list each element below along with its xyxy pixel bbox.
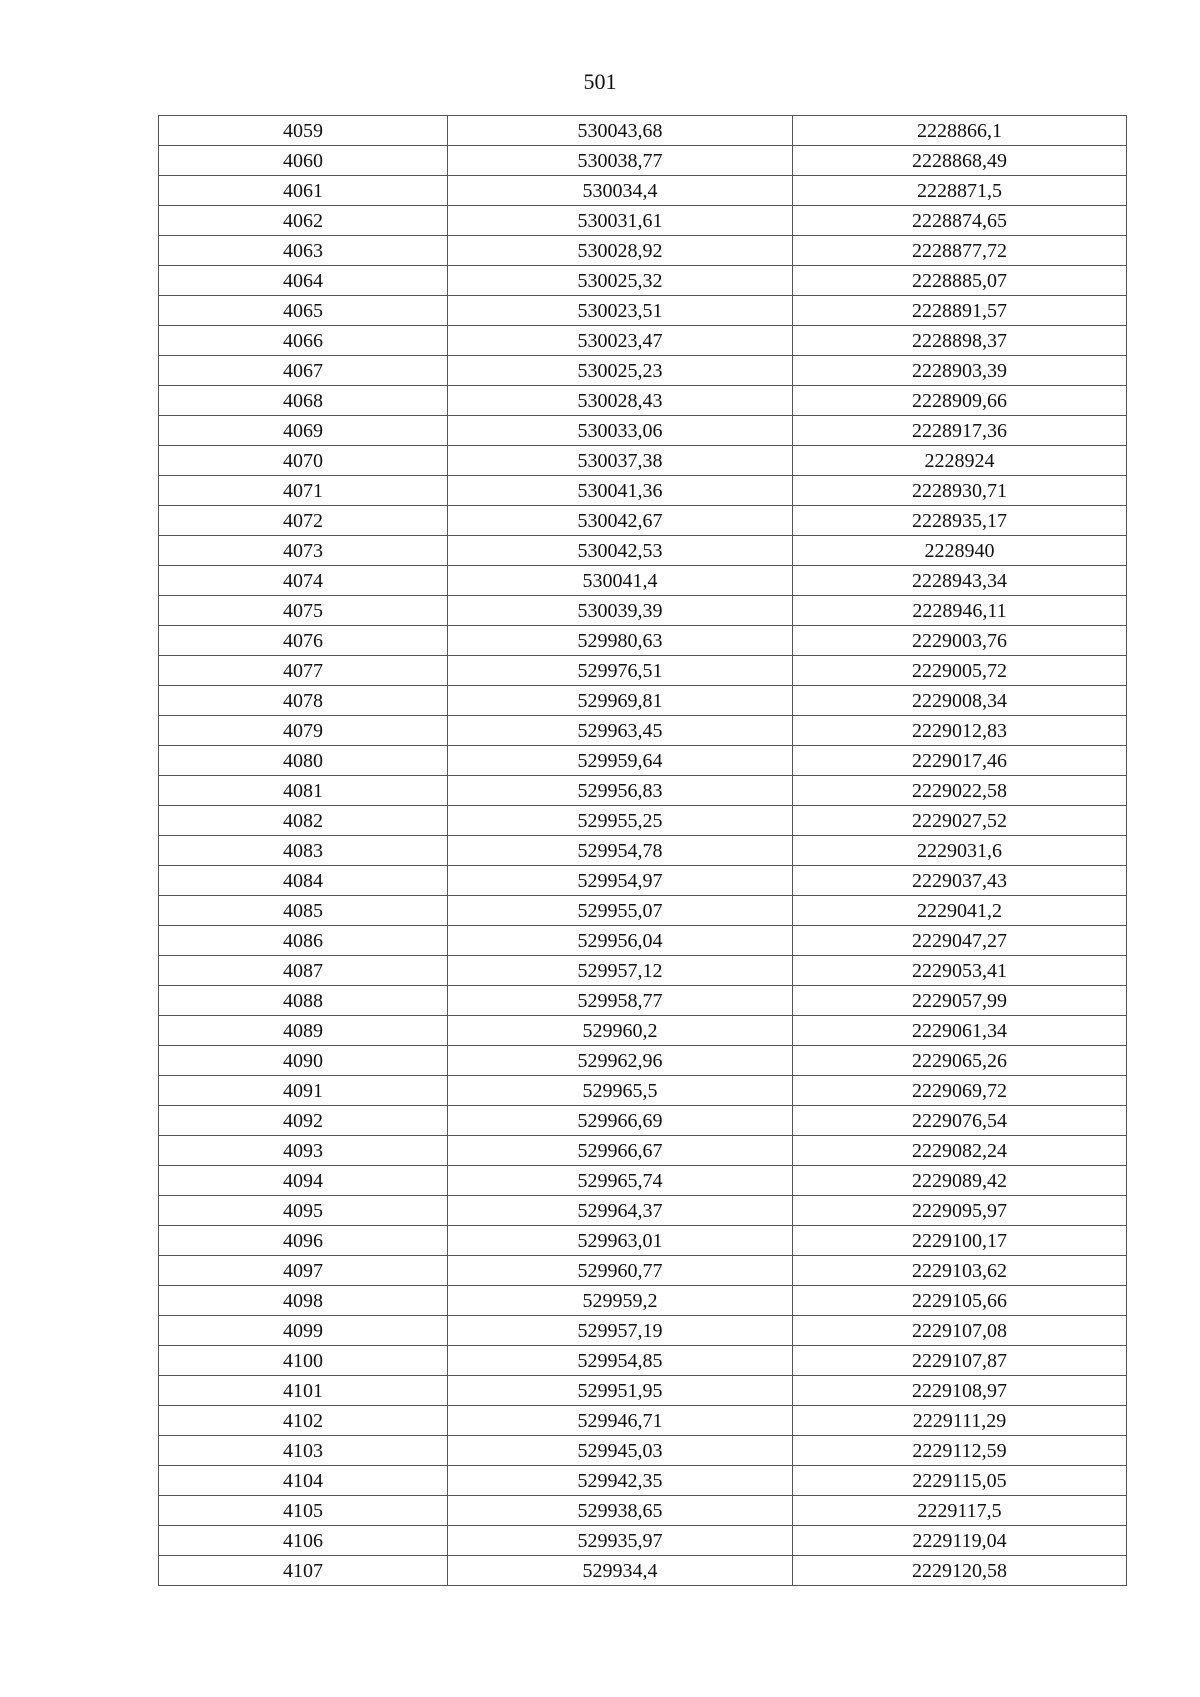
- point-number-cell: 4074: [159, 566, 448, 596]
- point-number-cell: 4096: [159, 1226, 448, 1256]
- table-row: [159, 296, 1127, 326]
- y-coordinate-cell: 2229117,5: [793, 1496, 1127, 1526]
- x-coordinate-cell: 529955,25: [448, 806, 793, 836]
- y-coordinate-cell: 2229076,54: [793, 1106, 1127, 1136]
- x-coordinate-cell: 529966,67: [448, 1136, 793, 1166]
- point-number-cell: 4077: [159, 656, 448, 686]
- y-coordinate-cell: 2229069,72: [793, 1076, 1127, 1106]
- point-number-cell: 4059: [159, 116, 448, 146]
- point-number-cell: 4101: [159, 1376, 448, 1406]
- table-row: [159, 266, 1127, 296]
- point-number-cell: 4068: [159, 386, 448, 416]
- y-coordinate-cell: 2229082,24: [793, 1136, 1127, 1166]
- x-coordinate-cell: 530025,32: [448, 266, 793, 296]
- y-coordinate-cell: 2228909,66: [793, 386, 1127, 416]
- x-coordinate-cell: 529958,77: [448, 986, 793, 1016]
- y-coordinate-cell: 2228898,37: [793, 326, 1127, 356]
- y-coordinate-cell: 2229057,99: [793, 986, 1127, 1016]
- y-coordinate-cell: 2229105,66: [793, 1286, 1127, 1316]
- point-number-cell: 4082: [159, 806, 448, 836]
- x-coordinate-cell: 530043,68: [448, 116, 793, 146]
- y-coordinate-cell: 2229022,58: [793, 776, 1127, 806]
- table-row: [159, 1496, 1127, 1526]
- y-coordinate-cell: 2228877,72: [793, 236, 1127, 266]
- table-row: [159, 506, 1127, 536]
- y-coordinate-cell: 2229108,97: [793, 1376, 1127, 1406]
- x-coordinate-cell: 529945,03: [448, 1436, 793, 1466]
- y-coordinate-cell: 2229065,26: [793, 1046, 1127, 1076]
- table-row: [159, 176, 1127, 206]
- table-row: [159, 1166, 1127, 1196]
- x-coordinate-cell: 530023,51: [448, 296, 793, 326]
- point-number-cell: 4081: [159, 776, 448, 806]
- point-number-cell: 4107: [159, 1556, 448, 1586]
- table-row: [159, 1436, 1127, 1466]
- x-coordinate-cell: 529934,4: [448, 1556, 793, 1586]
- x-coordinate-cell: 530039,39: [448, 596, 793, 626]
- table-row: [159, 1226, 1127, 1256]
- table-row: [159, 686, 1127, 716]
- point-number-cell: 4075: [159, 596, 448, 626]
- y-coordinate-cell: 2228930,71: [793, 476, 1127, 506]
- y-coordinate-cell: 2228874,65: [793, 206, 1127, 236]
- point-number-cell: 4067: [159, 356, 448, 386]
- point-number-cell: 4095: [159, 1196, 448, 1226]
- x-coordinate-cell: 530034,4: [448, 176, 793, 206]
- coordinates-table-body: [159, 116, 1127, 1586]
- point-number-cell: 4076: [159, 626, 448, 656]
- table-row: [159, 1526, 1127, 1556]
- point-number-cell: 4079: [159, 716, 448, 746]
- table-row: [159, 836, 1127, 866]
- x-coordinate-cell: 530033,06: [448, 416, 793, 446]
- point-number-cell: 4072: [159, 506, 448, 536]
- y-coordinate-cell: 2229053,41: [793, 956, 1127, 986]
- table-row: [159, 896, 1127, 926]
- y-coordinate-cell: 2229115,05: [793, 1466, 1127, 1496]
- point-number-cell: 4098: [159, 1286, 448, 1316]
- table-row: [159, 716, 1127, 746]
- x-coordinate-cell: 530042,53: [448, 536, 793, 566]
- point-number-cell: 4086: [159, 926, 448, 956]
- y-coordinate-cell: 2229031,6: [793, 836, 1127, 866]
- y-coordinate-cell: 2229047,27: [793, 926, 1127, 956]
- y-coordinate-cell: 2228868,49: [793, 146, 1127, 176]
- point-number-cell: 4100: [159, 1346, 448, 1376]
- x-coordinate-cell: 529946,71: [448, 1406, 793, 1436]
- table-row: [159, 146, 1127, 176]
- y-coordinate-cell: 2229111,29: [793, 1406, 1127, 1436]
- y-coordinate-cell: 2229005,72: [793, 656, 1127, 686]
- y-coordinate-cell: 2228940: [793, 536, 1127, 566]
- x-coordinate-cell: 529964,37: [448, 1196, 793, 1226]
- point-number-cell: 4105: [159, 1496, 448, 1526]
- x-coordinate-cell: 529954,78: [448, 836, 793, 866]
- table-row: [159, 536, 1127, 566]
- point-number-cell: 4103: [159, 1436, 448, 1466]
- y-coordinate-cell: 2229027,52: [793, 806, 1127, 836]
- x-coordinate-cell: 529965,74: [448, 1166, 793, 1196]
- y-coordinate-cell: 2229119,04: [793, 1526, 1127, 1556]
- table-row: [159, 1076, 1127, 1106]
- point-number-cell: 4064: [159, 266, 448, 296]
- table-row: [159, 236, 1127, 266]
- y-coordinate-cell: 2228871,5: [793, 176, 1127, 206]
- x-coordinate-cell: 530038,77: [448, 146, 793, 176]
- y-coordinate-cell: 2229041,2: [793, 896, 1127, 926]
- x-coordinate-cell: 529956,83: [448, 776, 793, 806]
- x-coordinate-cell: 530037,38: [448, 446, 793, 476]
- point-number-cell: 4088: [159, 986, 448, 1016]
- y-coordinate-cell: 2229112,59: [793, 1436, 1127, 1466]
- table-row: [159, 1256, 1127, 1286]
- y-coordinate-cell: 2229120,58: [793, 1556, 1127, 1586]
- point-number-cell: 4102: [159, 1406, 448, 1436]
- table-row: [159, 1466, 1127, 1496]
- table-row: [159, 1406, 1127, 1436]
- y-coordinate-cell: 2228946,11: [793, 596, 1127, 626]
- point-number-cell: 4090: [159, 1046, 448, 1076]
- table-row: [159, 1106, 1127, 1136]
- point-number-cell: 4070: [159, 446, 448, 476]
- table-row: [159, 1136, 1127, 1166]
- table-row: [159, 986, 1127, 1016]
- x-coordinate-cell: 529956,04: [448, 926, 793, 956]
- x-coordinate-cell: 529962,96: [448, 1046, 793, 1076]
- x-coordinate-cell: 529938,65: [448, 1496, 793, 1526]
- point-number-cell: 4073: [159, 536, 448, 566]
- point-number-cell: 4085: [159, 896, 448, 926]
- y-coordinate-cell: 2229095,97: [793, 1196, 1127, 1226]
- y-coordinate-cell: 2229100,17: [793, 1226, 1127, 1256]
- y-coordinate-cell: 2229107,87: [793, 1346, 1127, 1376]
- table-row: [159, 1556, 1127, 1586]
- y-coordinate-cell: 2229103,62: [793, 1256, 1127, 1286]
- table-row: [159, 626, 1127, 656]
- x-coordinate-cell: 530041,36: [448, 476, 793, 506]
- point-number-cell: 4099: [159, 1316, 448, 1346]
- x-coordinate-cell: 529960,2: [448, 1016, 793, 1046]
- table-row: [159, 326, 1127, 356]
- point-number-cell: 4078: [159, 686, 448, 716]
- point-number-cell: 4061: [159, 176, 448, 206]
- x-coordinate-cell: 529954,97: [448, 866, 793, 896]
- point-number-cell: 4084: [159, 866, 448, 896]
- x-coordinate-cell: 529957,12: [448, 956, 793, 986]
- y-coordinate-cell: 2229061,34: [793, 1016, 1127, 1046]
- table-row: [159, 806, 1127, 836]
- point-number-cell: 4065: [159, 296, 448, 326]
- table-row: [159, 476, 1127, 506]
- point-number-cell: 4063: [159, 236, 448, 266]
- point-number-cell: 4094: [159, 1166, 448, 1196]
- x-coordinate-cell: 530023,47: [448, 326, 793, 356]
- point-number-cell: 4093: [159, 1136, 448, 1166]
- point-number-cell: 4104: [159, 1466, 448, 1496]
- table-row: [159, 1376, 1127, 1406]
- table-row: [159, 1286, 1127, 1316]
- table-row: [159, 416, 1127, 446]
- y-coordinate-cell: 2229107,08: [793, 1316, 1127, 1346]
- x-coordinate-cell: 529954,85: [448, 1346, 793, 1376]
- y-coordinate-cell: 2228866,1: [793, 116, 1127, 146]
- x-coordinate-cell: 530031,61: [448, 206, 793, 236]
- x-coordinate-cell: 530025,23: [448, 356, 793, 386]
- x-coordinate-cell: 529966,69: [448, 1106, 793, 1136]
- point-number-cell: 4071: [159, 476, 448, 506]
- table-row: [159, 206, 1127, 236]
- point-number-cell: 4092: [159, 1106, 448, 1136]
- table-row: [159, 446, 1127, 476]
- y-coordinate-cell: 2228935,17: [793, 506, 1127, 536]
- point-number-cell: 4091: [159, 1076, 448, 1106]
- y-coordinate-cell: 2229003,76: [793, 626, 1127, 656]
- x-coordinate-cell: 529963,01: [448, 1226, 793, 1256]
- point-number-cell: 4106: [159, 1526, 448, 1556]
- table-row: [159, 956, 1127, 986]
- x-coordinate-cell: 530042,67: [448, 506, 793, 536]
- table-row: [159, 116, 1127, 146]
- x-coordinate-cell: 529935,97: [448, 1526, 793, 1556]
- point-number-cell: 4087: [159, 956, 448, 986]
- y-coordinate-cell: 2229089,42: [793, 1166, 1127, 1196]
- x-coordinate-cell: 529957,19: [448, 1316, 793, 1346]
- x-coordinate-cell: 530028,43: [448, 386, 793, 416]
- x-coordinate-cell: 529959,64: [448, 746, 793, 776]
- table-row: [159, 866, 1127, 896]
- y-coordinate-cell: 2228917,36: [793, 416, 1127, 446]
- table-row: [159, 746, 1127, 776]
- y-coordinate-cell: 2229037,43: [793, 866, 1127, 896]
- point-number-cell: 4066: [159, 326, 448, 356]
- x-coordinate-cell: 529942,35: [448, 1466, 793, 1496]
- point-number-cell: 4097: [159, 1256, 448, 1286]
- table-row: [159, 596, 1127, 626]
- x-coordinate-cell: 529960,77: [448, 1256, 793, 1286]
- y-coordinate-cell: 2228943,34: [793, 566, 1127, 596]
- coordinates-table: [158, 115, 1127, 1586]
- table-row: [159, 1046, 1127, 1076]
- table-row: [159, 656, 1127, 686]
- x-coordinate-cell: 530028,92: [448, 236, 793, 266]
- x-coordinate-cell: 529955,07: [448, 896, 793, 926]
- table-row: [159, 926, 1127, 956]
- x-coordinate-cell: 529969,81: [448, 686, 793, 716]
- point-number-cell: 4080: [159, 746, 448, 776]
- x-coordinate-cell: 529963,45: [448, 716, 793, 746]
- y-coordinate-cell: 2228903,39: [793, 356, 1127, 386]
- page-number: 501: [583, 69, 617, 94]
- table-row: [159, 1316, 1127, 1346]
- table-row: [159, 1346, 1127, 1376]
- point-number-cell: 4083: [159, 836, 448, 866]
- table-row: [159, 776, 1127, 806]
- table-row: [159, 1196, 1127, 1226]
- table-row: [159, 386, 1127, 416]
- y-coordinate-cell: 2229012,83: [793, 716, 1127, 746]
- y-coordinate-cell: 2229008,34: [793, 686, 1127, 716]
- table-row: [159, 356, 1127, 386]
- y-coordinate-cell: 2229017,46: [793, 746, 1127, 776]
- point-number-cell: 4069: [159, 416, 448, 446]
- y-coordinate-cell: 2228924: [793, 446, 1127, 476]
- x-coordinate-cell: 529976,51: [448, 656, 793, 686]
- y-coordinate-cell: 2228891,57: [793, 296, 1127, 326]
- point-number-cell: 4060: [159, 146, 448, 176]
- x-coordinate-cell: 529959,2: [448, 1286, 793, 1316]
- table-row: [159, 1016, 1127, 1046]
- point-number-cell: 4089: [159, 1016, 448, 1046]
- y-coordinate-cell: 2228885,07: [793, 266, 1127, 296]
- point-number-cell: 4062: [159, 206, 448, 236]
- x-coordinate-cell: 529951,95: [448, 1376, 793, 1406]
- x-coordinate-cell: 529980,63: [448, 626, 793, 656]
- table-row: [159, 566, 1127, 596]
- x-coordinate-cell: 530041,4: [448, 566, 793, 596]
- x-coordinate-cell: 529965,5: [448, 1076, 793, 1106]
